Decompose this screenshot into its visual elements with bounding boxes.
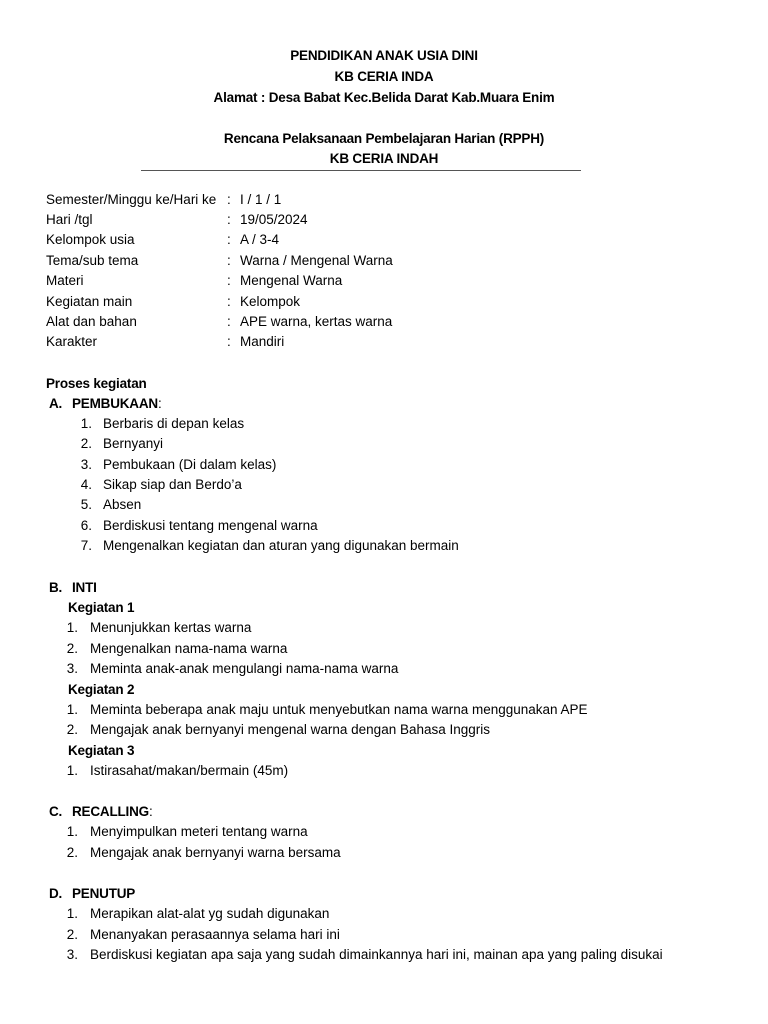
list-number: 3. — [80, 457, 92, 472]
list-item: Pembukaan (Di dalam kelas) — [103, 457, 277, 472]
list-number: 3. — [66, 947, 78, 962]
list-number: 2. — [66, 927, 78, 942]
info-value: APE warna, kertas warna — [240, 314, 393, 329]
info-label: Kegiatan main — [46, 294, 133, 309]
list-item: Mengajak anak bernyanyi warna bersama — [90, 845, 341, 860]
info-colon: : — [227, 232, 231, 247]
list-number: 2. — [66, 641, 78, 656]
info-value: Mandiri — [240, 334, 285, 349]
school-address: Alamat : Desa Babat Kec.Belida Darat Kab.Muara Enim — [213, 90, 555, 105]
info-value: Kelompok — [240, 294, 301, 309]
list-item: Mengajak anak bernyanyi mengenal warna dengan Bahasa Inggris — [90, 722, 491, 737]
list-number: 1. — [66, 702, 78, 717]
info-label: Tema/sub tema — [46, 253, 139, 268]
section-a-letter: A. — [49, 396, 63, 411]
section-b-title: INTI — [72, 580, 97, 595]
info-value: Warna / Mengenal Warna — [240, 253, 393, 268]
list-item: Berdiskusi tentang mengenal warna — [103, 518, 318, 533]
info-value: I / 1 / 1 — [240, 192, 282, 207]
info-colon: : — [227, 294, 231, 309]
list-number: 6. — [80, 518, 92, 533]
info-label: Kelompok usia — [46, 232, 135, 247]
list-item: Berdiskusi kegiatan apa saja yang sudah dimainkannya hari ini, mainan apa yang paling disukai — [90, 947, 663, 962]
info-value: Mengenal Warna — [240, 273, 343, 288]
list-number: 2. — [66, 722, 78, 737]
list-number: 1. — [66, 824, 78, 839]
list-number: 7. — [80, 538, 92, 553]
info-label: Alat dan bahan — [46, 314, 137, 329]
document-title: Rencana Pelaksanaan Pembelajaran Harian (RPPH) — [223, 131, 545, 146]
list-number: 1. — [80, 416, 92, 431]
list-item: Absen — [103, 497, 142, 512]
list-number: 1. — [66, 620, 78, 635]
list-item: Menanyakan perasaannya selama hari ini — [90, 927, 340, 942]
info-value: 19/05/2024 — [240, 212, 308, 227]
list-item: Merapikan alat-alat yg sudah digunakan — [90, 906, 330, 921]
info-colon: : — [227, 314, 231, 329]
list-item: Berbaris di depan kelas — [103, 416, 245, 431]
section-c-title: RECALLING — [72, 804, 149, 819]
list-number: 4. — [80, 477, 92, 492]
section-c-colon: : — [148, 804, 153, 819]
list-number: 2. — [66, 845, 78, 860]
section-a-colon: : — [157, 396, 162, 411]
list-item: Meminta anak-anak mengulangi nama-nama warna — [90, 661, 399, 676]
list-item: Menunjukkan kertas warna — [90, 620, 252, 635]
proses-heading: Proses kegiatan — [46, 376, 147, 391]
section-c-heading — [72, 804, 153, 819]
school-unit: KB CERIA INDA — [334, 69, 434, 84]
document-subtitle: KB CERIA INDAH — [329, 151, 439, 166]
section-d-title: PENUTUP — [72, 886, 136, 901]
info-colon: : — [227, 212, 231, 227]
info-colon: : — [227, 253, 231, 268]
section-d-letter: D. — [49, 886, 63, 901]
info-colon: : — [227, 192, 231, 207]
section-c-letter: C. — [49, 804, 63, 819]
school-name: PENDIDIKAN ANAK USIA DINI — [290, 48, 478, 63]
list-number: 5. — [80, 497, 92, 512]
header-divider — [141, 170, 581, 171]
info-colon: : — [227, 334, 231, 349]
kegiatan-3-title: Kegiatan 3 — [68, 743, 135, 758]
list-number: 1. — [66, 763, 78, 778]
info-value: A / 3-4 — [240, 232, 280, 247]
list-item: Bernyanyi — [103, 436, 164, 451]
list-item: Menyimpulkan meteri tentang warna — [90, 824, 308, 839]
list-item: Mengenalkan nama-nama warna — [90, 641, 288, 656]
list-number: 2. — [80, 436, 92, 451]
info-label: Semester/Minggu ke/Hari ke — [46, 192, 217, 207]
list-item: Mengenalkan kegiatan dan aturan yang digunakan bermain — [103, 538, 459, 553]
info-label: Karakter — [46, 334, 98, 349]
list-item: Sikap siap dan Berdo’a — [103, 477, 242, 492]
section-b-letter: B. — [49, 580, 63, 595]
info-label: Materi — [46, 273, 84, 288]
list-number: 1. — [66, 906, 78, 921]
section-a-title: PEMBUKAAN — [72, 396, 158, 411]
info-label: Hari /tgl — [46, 212, 93, 227]
list-item: Meminta beberapa anak maju untuk menyebutkan nama warna menggunakan APE — [90, 702, 588, 717]
info-colon: : — [227, 273, 231, 288]
list-item: Istirasahat/makan/bermain (45m) — [90, 763, 289, 778]
section-a-heading — [72, 396, 162, 411]
kegiatan-2-title: Kegiatan 2 — [68, 682, 135, 697]
list-number: 3. — [66, 661, 78, 676]
kegiatan-1-title: Kegiatan 1 — [68, 600, 135, 615]
